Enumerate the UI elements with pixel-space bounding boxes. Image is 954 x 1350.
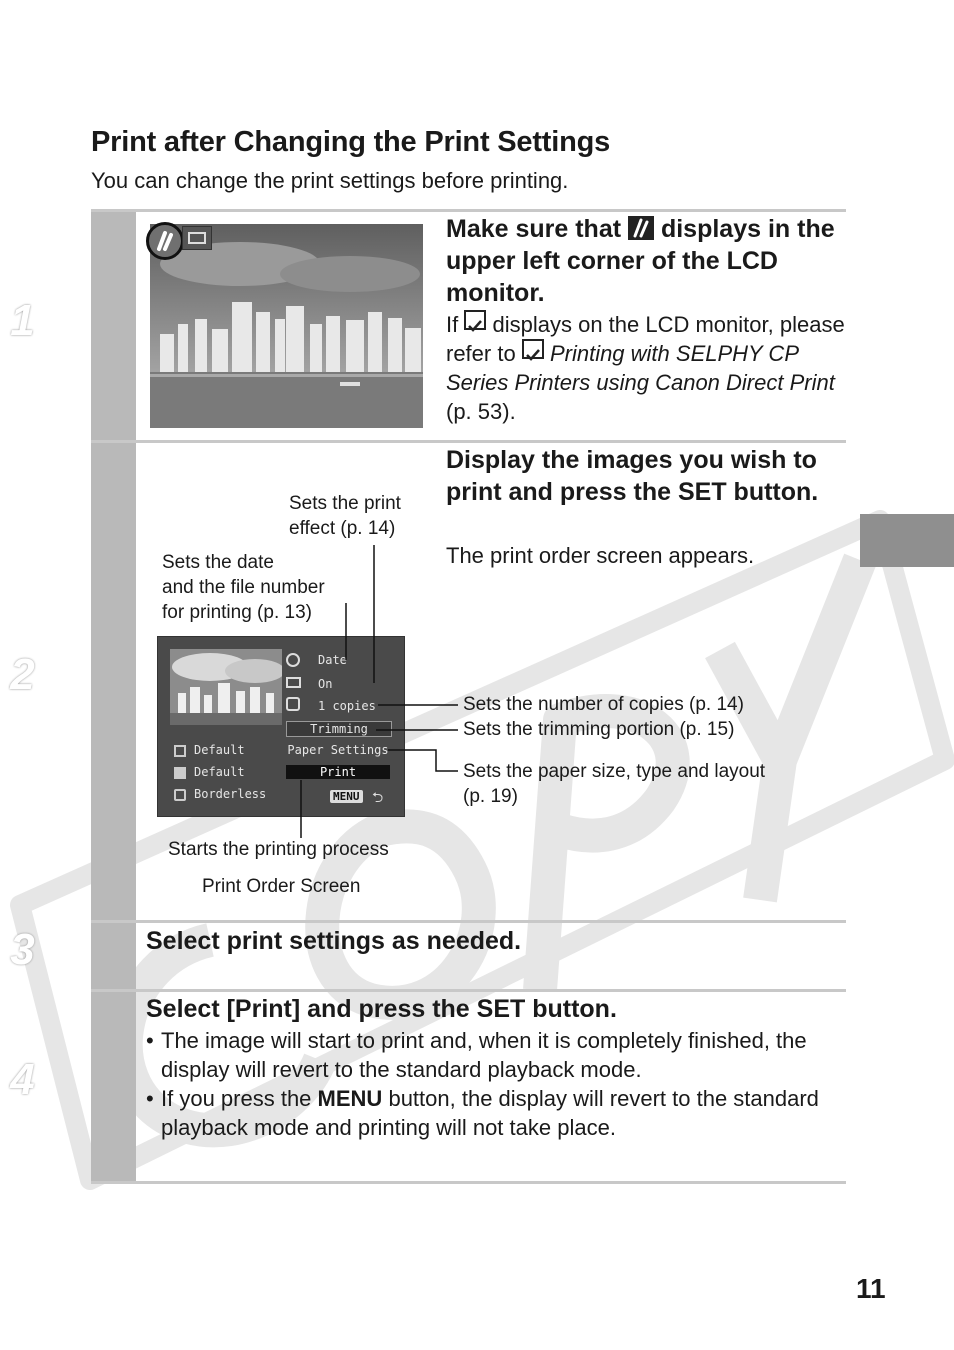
step-1-body-if: If (446, 312, 459, 337)
step-number-3: 3 (10, 925, 35, 974)
print-order-screen-caption: Print Order Screen (202, 876, 361, 897)
step-3-heading: Select print settings as needed. (146, 927, 522, 955)
step-1-body-mid: displays on the LCD monitor, please refer to (446, 312, 845, 366)
step-4-bullet-1: • The image will start to print and, when it is completely finished, the display will revert to the standard playback mode. (146, 1026, 836, 1084)
callout-print-effect-line1: Sets the print (289, 493, 401, 514)
step-2-body: The print order screen appears. (446, 543, 755, 568)
step-4-bullet-2-pre: If you press the (161, 1086, 312, 1111)
menu-effect[interactable]: On (318, 677, 333, 691)
menu-button-badge[interactable]: MENU (330, 790, 363, 803)
menu-trimming[interactable]: Trimming (286, 721, 392, 737)
callout-paper-line1: Sets the paper size, type and layout (463, 761, 766, 782)
section-title: Print after Changing the Print Settings (91, 126, 611, 158)
layout-value: Borderless (194, 787, 267, 801)
callout-trimming: Sets the trimming portion (p. 15) (463, 719, 735, 740)
menu-paper-settings[interactable]: Paper Settings (287, 743, 389, 757)
callout-print-effect-line2: effect (p. 14) (289, 518, 396, 539)
step-divider (91, 989, 846, 992)
callout-date-line1: Sets the date (162, 552, 274, 573)
section-intro: You can change the print settings before printing. (91, 168, 569, 193)
step-number-2: 2 (10, 650, 35, 699)
menu-date[interactable]: Date (318, 653, 347, 667)
step-1-heading-a: Make sure that (446, 215, 622, 243)
callout-starts: Starts the printing process (168, 839, 389, 860)
callout-date-line3: for printing (p. 13) (162, 602, 312, 623)
page-number: 11 (856, 1273, 886, 1304)
callout-date-line2: and the file number (162, 577, 325, 598)
step-1-body-reference-title: Printing with SELPHY CP Series Printers using Canon Direct Print (446, 341, 835, 395)
step-1-body-page-ref: (p. 53). (446, 399, 516, 424)
menu-copies[interactable]: 1 copies (318, 699, 376, 713)
step-divider (91, 920, 846, 923)
menu-key-label: MENU (317, 1086, 383, 1111)
callout-paper-line2: (p. 19) (463, 786, 518, 807)
menu-print[interactable]: Print (286, 765, 390, 779)
return-arrow-icon: ⮌ (372, 790, 384, 806)
paper-size-value: Default (194, 743, 245, 757)
step-2-heading: Display the images you wish to print and press the SET button. (446, 446, 819, 506)
step-4-bullet-2 (146, 1084, 836, 1142)
step-divider (91, 1181, 846, 1184)
step-4-bullet-2-post: button, the display will revert to the standard playback mode and printing will not take place. (161, 1086, 819, 1140)
step-4-heading: Select [Print] and press the SET button. (146, 995, 617, 1023)
step-1-heading-b: displays in the upper left corner of the LCD monitor. (446, 215, 835, 307)
step-number-1: 1 (10, 296, 35, 345)
callout-copies: Sets the number of copies (p. 14) (463, 694, 744, 715)
step-number-4: 4 (10, 1055, 35, 1104)
step-4-bullets (146, 1026, 836, 1142)
paper-type-value: Default (194, 765, 245, 779)
